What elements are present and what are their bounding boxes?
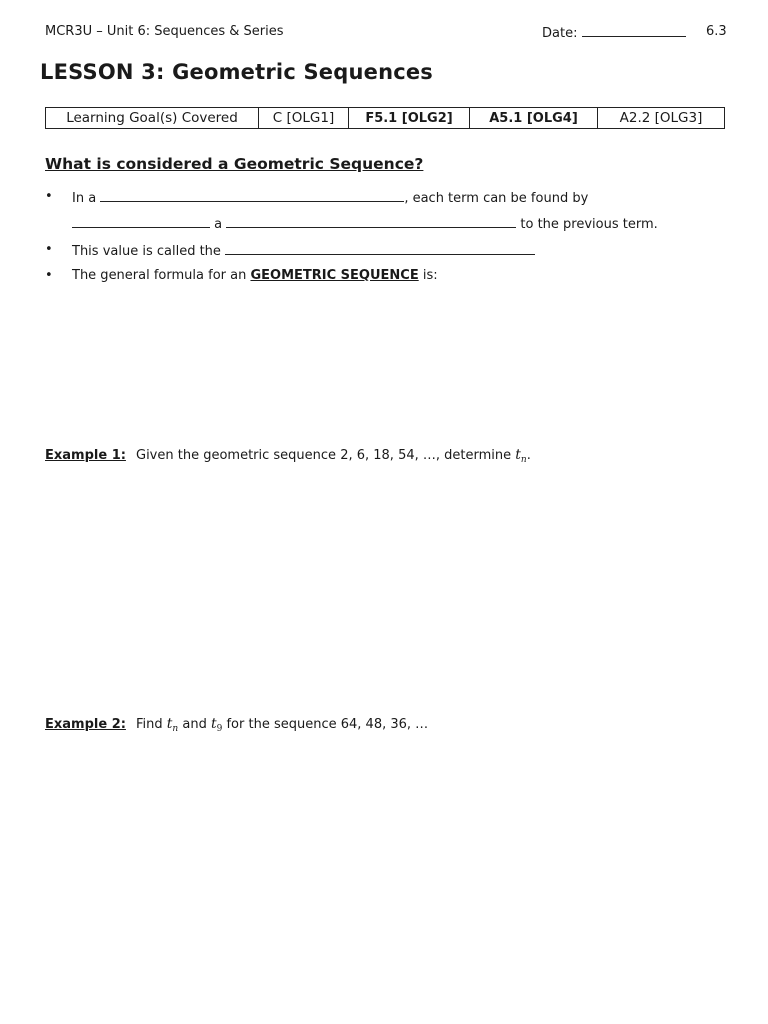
learning-goals-row (46, 108, 725, 129)
example-1-text (136, 447, 531, 465)
bullet-3-text-a: The general formula for an (72, 268, 247, 283)
example-2-label: Example 2: (45, 717, 126, 732)
example-2-find: Find (136, 717, 163, 732)
date-label: Date: (542, 26, 578, 41)
example-2-text (136, 716, 428, 734)
fill-in-blank (226, 215, 516, 228)
fill-in-blank (72, 215, 210, 228)
term-symbol: t (515, 447, 521, 463)
term-t9 (211, 716, 222, 732)
example-1-prompt: Given the geometric sequence 2, 6, 18, 54, …, determine (136, 448, 512, 463)
example-1-end: . (526, 448, 531, 463)
lesson-title: LESSON 3: Geometric Sequences (40, 60, 434, 84)
term-symbol: t (210, 716, 217, 732)
term-subscript: 9 (216, 724, 223, 734)
bullet-dot: • (45, 189, 53, 204)
example-2-rest: for the sequence 64, 48, 36, … (226, 717, 429, 732)
term-symbol: t (166, 716, 173, 732)
bullet-3-text-b: is: (422, 268, 438, 283)
fill-in-blank (225, 242, 535, 255)
date-field (542, 24, 686, 41)
bullet-1-text-c: a (214, 217, 223, 232)
term-subscript: n (172, 724, 179, 734)
goals-cell-a51-olg4: A5.1 [OLG4] (470, 108, 598, 129)
goals-cell-f51-olg2: F5.1 [OLG2] (349, 108, 470, 129)
bullet-1-line-2 (72, 215, 658, 232)
learning-goals-table (45, 107, 725, 129)
bullet-dot: • (45, 268, 53, 283)
example-1-label: Example 1: (45, 448, 126, 463)
bullet-2-line (72, 242, 535, 259)
section-title: What is considered a Geometric Sequence? (45, 155, 424, 173)
example-2-and: and (182, 717, 207, 732)
bullet-2-text: This value is called the (72, 244, 221, 259)
term-tn (515, 447, 526, 463)
bullet-1-line-1 (72, 189, 588, 206)
bullet-1-text-b: , each term can be found by (404, 191, 589, 206)
term-tn (167, 716, 178, 732)
term-subscript: n (520, 455, 527, 465)
goals-cell-heading: Learning Goal(s) Covered (46, 108, 259, 129)
bullet-1-text-a: In a (72, 191, 97, 206)
bullet-3-line (72, 268, 438, 283)
course-header: MCR3U – Unit 6: Sequences & Series (45, 24, 284, 39)
fill-in-blank (100, 189, 404, 202)
goals-cell-c-olg1: C [OLG1] (259, 108, 349, 129)
section-number: 6.3 (706, 24, 727, 39)
bullet-dot: • (45, 242, 53, 257)
geometric-sequence-term: GEOMETRIC SEQUENCE (250, 268, 419, 283)
date-blank (582, 24, 686, 37)
bullet-1-text-d: to the previous term. (520, 217, 658, 232)
goals-cell-a22-olg3: A2.2 [OLG3] (598, 108, 725, 129)
